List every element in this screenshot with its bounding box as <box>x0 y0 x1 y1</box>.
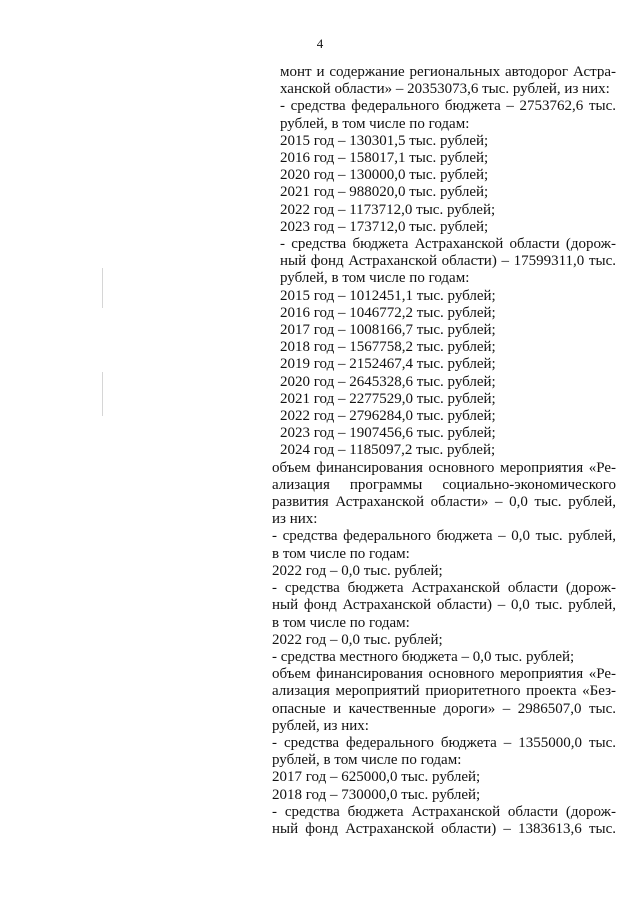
text-line: ализация программы социально-экономического <box>272 476 616 493</box>
text-line: 2020 год – 130000,0 тыс. рублей; <box>280 167 489 184</box>
text-line: рублей, в том числе по годам: <box>280 115 470 132</box>
margin-mark <box>102 372 103 416</box>
text-line: 2023 год – 1907456,6 тыс. рублей; <box>280 425 496 442</box>
text-line: 2022 год – 0,0 тыс. рублей; <box>272 631 443 648</box>
text-line: в том числе по годам: <box>272 545 410 562</box>
text-line: 2021 год – 2277529,0 тыс. рублей; <box>280 390 496 407</box>
text-line: 2015 год – 130301,5 тыс. рублей; <box>280 132 489 149</box>
text-line: 2022 год – 0,0 тыс. рублей; <box>272 562 443 579</box>
text-line: ализация мероприятий приоритетного проекта «Без- <box>272 683 616 700</box>
text-line: объем финансирования основного мероприятия «Ре- <box>272 459 616 476</box>
document-body <box>272 64 616 838</box>
margin-mark <box>102 268 103 308</box>
text-line: - средства федерального бюджета – 1355000,0 тыс. <box>272 734 616 751</box>
text-line: 2024 год – 1185097,2 тыс. рублей; <box>280 442 496 459</box>
text-line: 2016 год – 158017,1 тыс. рублей; <box>280 150 489 167</box>
text-line: монт и содержание региональных автодорог Астра- <box>280 64 616 80</box>
text-line: 2017 год – 625000,0 тыс. рублей; <box>272 769 481 786</box>
text-line: - средства бюджета Астраханской области (дорож- <box>272 803 616 820</box>
text-line: - средства местного бюджета – 0,0 тыс. рублей; <box>272 648 575 665</box>
text-line: 2020 год – 2645328,6 тыс. рублей; <box>280 373 496 390</box>
text-line: опасные и качественные дороги» – 2986507,0 тыс. <box>272 700 616 717</box>
text-line: - средства федерального бюджета – 0,0 тыс. рублей, <box>272 528 616 545</box>
text-line: рублей, в том числе по годам: <box>280 270 470 287</box>
text-line: 2015 год – 1012451,1 тыс. рублей; <box>280 287 496 304</box>
text-line: 2019 год – 2152467,4 тыс. рублей; <box>280 356 496 373</box>
text-line: 2018 год – 730000,0 тыс. рублей; <box>272 786 481 803</box>
text-line: рублей, из них: <box>272 717 369 734</box>
text-line: 2016 год – 1046772,2 тыс. рублей; <box>280 304 496 321</box>
text-line: 2021 год – 988020,0 тыс. рублей; <box>280 184 489 201</box>
text-line: ный фонд Астраханской области) – 17599311,0 тыс. <box>280 253 616 270</box>
text-line: 2022 год – 1173712,0 тыс. рублей; <box>280 201 496 218</box>
text-line: ханской области» – 20353073,6 тыс. рублей, из них: <box>280 81 610 98</box>
page-number: 4 <box>316 36 324 51</box>
text-line: рублей, в том числе по годам: <box>272 752 462 769</box>
text-line: 2017 год – 1008166,7 тыс. рублей; <box>280 322 496 339</box>
text-line: в том числе по годам: <box>272 614 410 631</box>
text-line: развития Астраханской области» – 0,0 тыс. рублей, <box>272 494 616 511</box>
text-line: - средства бюджета Астраханской области (дорож- <box>272 580 616 597</box>
text-line: 2018 год – 1567758,2 тыс. рублей; <box>280 339 496 356</box>
text-line: объем финансирования основного мероприятия «Ре- <box>272 666 616 683</box>
text-line: ный фонд Астраханской области) – 1383613,6 тыс. <box>272 820 616 837</box>
text-line: ный фонд Астраханской области) – 0,0 тыс. рублей, <box>272 597 616 614</box>
text-line: 2022 год – 2796284,0 тыс. рублей; <box>280 408 496 425</box>
text-line: - средства бюджета Астраханской области (дорож- <box>280 236 616 253</box>
text-line: из них: <box>272 511 318 528</box>
text-line: 2023 год – 173712,0 тыс. рублей; <box>280 218 489 235</box>
text-line: - средства федерального бюджета – 2753762,6 тыс. <box>280 98 616 115</box>
